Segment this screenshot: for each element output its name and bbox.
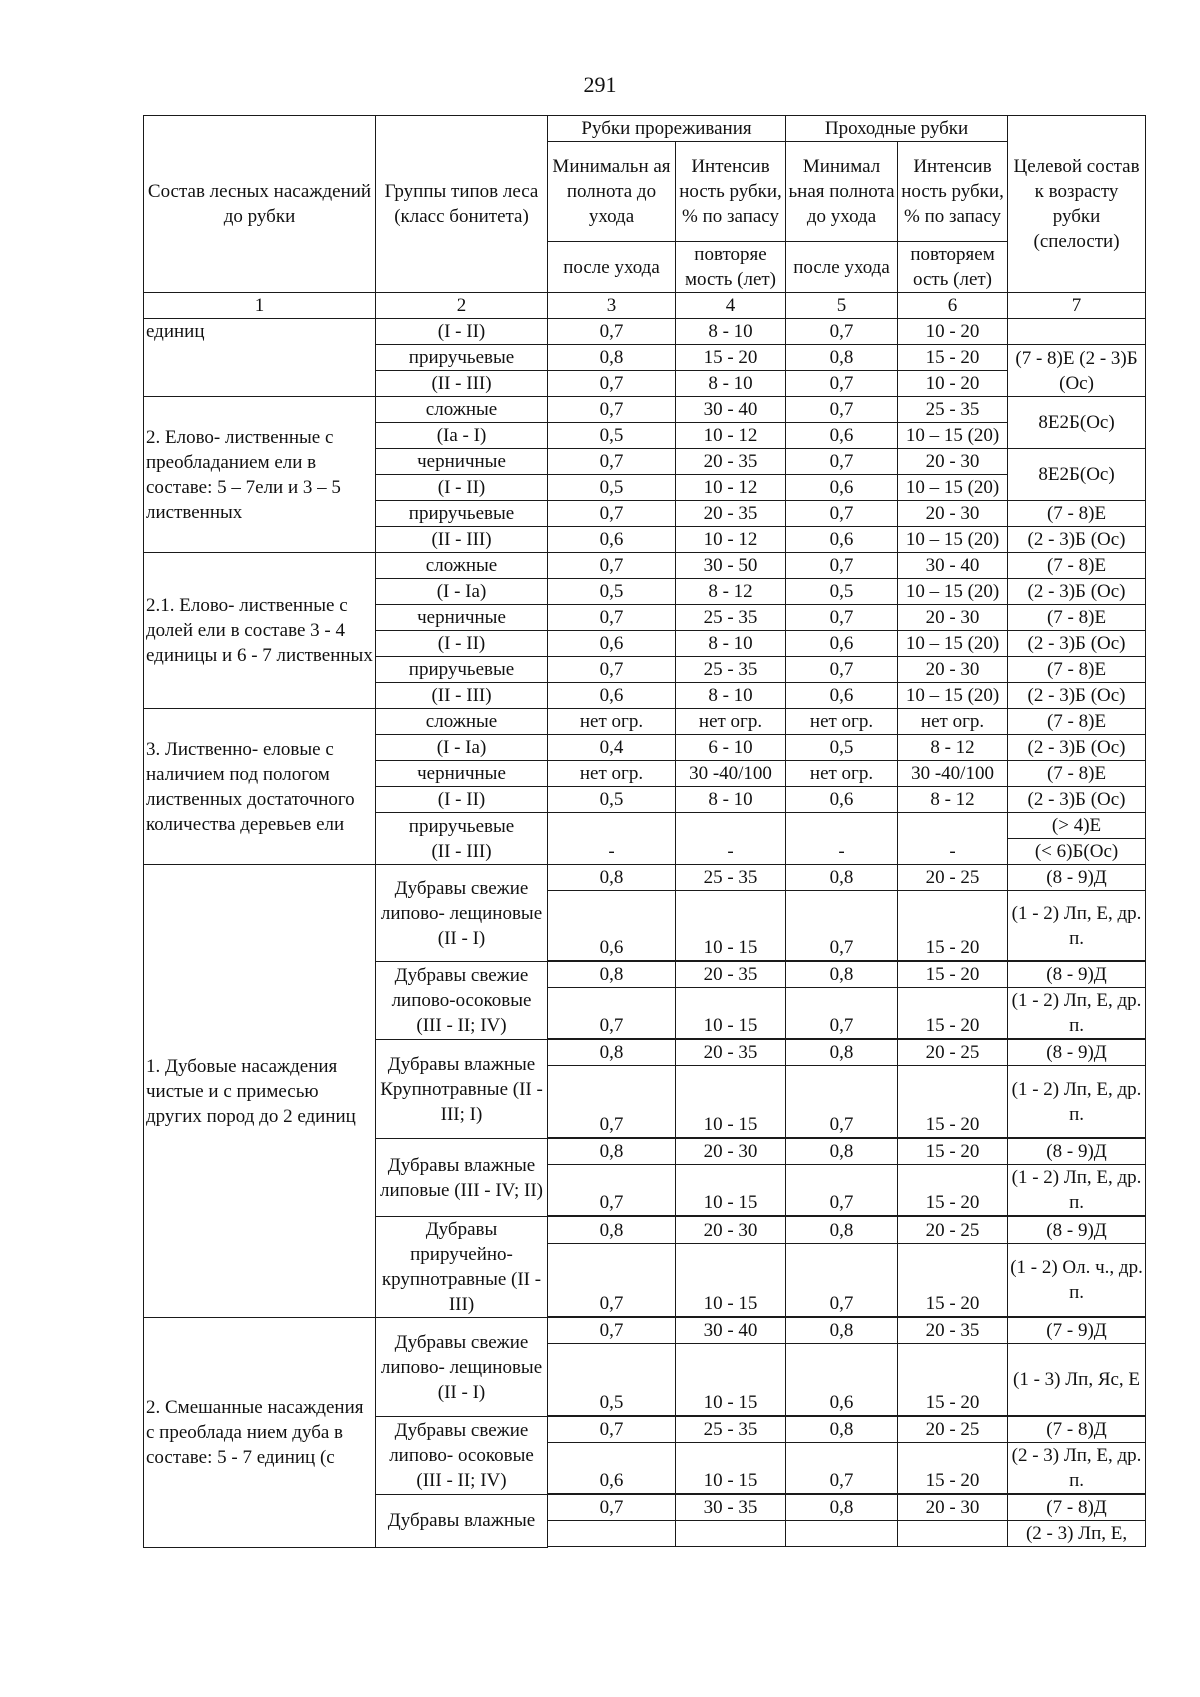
value-cell: 0,5 — [548, 579, 676, 605]
value-cell: 8 - 12 — [898, 735, 1008, 761]
value-cell: 20 - 35 — [676, 962, 786, 988]
forest-type-cell: приручьевые — [376, 657, 548, 683]
header-after-care-2: после ухода — [786, 242, 898, 293]
forest-type-line: Дубравы — [425, 1219, 498, 1240]
table-row — [144, 397, 1146, 423]
value-cell: 15 - 20 — [898, 1443, 1008, 1494]
value-cell: 0,7 — [786, 657, 898, 683]
value-cell: 15 - 20 — [898, 1165, 1008, 1216]
target-cell: (1 - 3) Лп, Яс, Е — [1008, 1344, 1146, 1416]
header-forest-type: Группы типов леса (класс бонитета) — [376, 116, 548, 293]
value-cell: 30 - 50 — [676, 553, 786, 579]
target-cell: (1 - 2) Лп, Е, др. п. — [1008, 1066, 1146, 1138]
forest-type-line: приручьевые — [408, 816, 515, 837]
value-cell: 15 - 20 — [898, 1243, 1008, 1316]
target-cell: (2 - 3)Б (Ос) — [1008, 683, 1146, 709]
forest-type-line: Дубравы свежие — [394, 1331, 529, 1353]
col-number: 6 — [898, 293, 1008, 319]
forest-type-cell — [376, 1139, 548, 1217]
value-cell: 0,7 — [786, 1165, 898, 1216]
value-cell: - — [548, 813, 676, 865]
forest-type-cell — [376, 1217, 548, 1318]
forest-type-line: липово-осоковые (III - II; IV) — [391, 990, 532, 1036]
header-repeat: повторяе мость (лет) — [676, 242, 786, 293]
value-cell: 0,8 — [548, 1040, 676, 1066]
value-cell: 0,8 — [786, 962, 898, 988]
value-cell — [786, 1521, 898, 1547]
value-cell: 10 - 12 — [676, 423, 786, 449]
value-cell: 8 - 10 — [676, 683, 786, 709]
value-cell: 0,5 — [548, 423, 676, 449]
value-cell: 0,7 — [548, 605, 676, 631]
value-cell: 0,7 — [548, 1165, 676, 1216]
table-row — [144, 865, 1146, 891]
value-cell: 0,6 — [548, 891, 676, 961]
target-cell: (2 - 3)Б (Ос) — [1008, 579, 1146, 605]
value-cell: 0,8 — [786, 1417, 898, 1443]
target-cell: (2 - 3) Лп, Е, — [1008, 1521, 1146, 1547]
value-cell: 20 - 25 — [898, 1040, 1008, 1066]
value-cell: нет огр. — [786, 709, 898, 735]
value-cell: 20 - 25 — [898, 1417, 1008, 1443]
value-cell: 0,8 — [786, 345, 898, 371]
value-cell: 25 - 35 — [676, 1417, 786, 1443]
value-cell: 0,7 — [786, 1066, 898, 1138]
forest-type-line: влажные Крупнотравные (II -III; I) — [380, 1053, 543, 1125]
value-cell: - — [898, 813, 1008, 865]
value-cell: 0,8 — [548, 865, 676, 891]
col-number: 1 — [144, 293, 376, 319]
value-cell: нет огр. — [548, 761, 676, 787]
value-cell: 0,8 — [548, 345, 676, 371]
value-cell: 15 - 20 — [898, 345, 1008, 371]
target-cell: (2 - 3)Б (Ос) — [1008, 527, 1146, 553]
forest-type-cell — [376, 813, 548, 865]
value-cell: 0,7 — [786, 1243, 898, 1316]
forest-type-line: Дубравы — [387, 1154, 460, 1176]
value-cell: 0,7 — [786, 605, 898, 631]
header-passage: Проходные рубки — [786, 116, 1008, 142]
target-cell: 8Е2Б(Ос) — [1008, 449, 1146, 501]
forest-type-cell: (I - II) — [376, 475, 548, 501]
forest-type-line: Дубравы — [387, 1510, 460, 1532]
value-cell: 0,6 — [786, 475, 898, 501]
forest-type-cell: (I - II) — [376, 319, 548, 345]
value-cell: 0,6 — [786, 527, 898, 553]
value-cell — [548, 1521, 676, 1547]
target-cell: (8 - 9)Д — [1008, 1040, 1146, 1066]
value-cell: 0,7 — [548, 371, 676, 397]
value-cell: 0,8 — [786, 1139, 898, 1165]
value-cell: 10 - 15 — [676, 1066, 786, 1138]
value-cell: 10 – 15 (20) — [898, 475, 1008, 501]
forest-type-line: Дубравы свежие — [394, 965, 529, 986]
target-cell: (7 - 8)Е (2 - 3)Б (Ос) — [1008, 345, 1146, 397]
forest-type-cell — [376, 1318, 548, 1417]
value-cell: 0,7 — [548, 397, 676, 423]
col-number: 7 — [1008, 293, 1146, 319]
value-cell: 10 – 15 (20) — [898, 683, 1008, 709]
value-cell: 0,8 — [786, 1217, 898, 1244]
value-cell: 10 – 15 (20) — [898, 631, 1008, 657]
value-cell: 0,7 — [548, 1243, 676, 1316]
value-cell: 6 - 10 — [676, 735, 786, 761]
forest-type-cell: (Ia - I) — [376, 423, 548, 449]
target-cell: (1 - 2) Лп, Е, др. п. — [1008, 988, 1146, 1039]
value-cell: 0,6 — [548, 1443, 676, 1494]
forest-type-cell — [376, 1495, 548, 1548]
value-cell: 0,7 — [786, 1443, 898, 1494]
value-cell: 15 - 20 — [676, 345, 786, 371]
value-cell: 10 - 20 — [898, 371, 1008, 397]
value-cell: 0,5 — [786, 735, 898, 761]
composition-cell: 2.1. Елово- лиственные с долей ели в составе 3 - 4 единицы и 6 - 7 лиственных — [144, 553, 376, 709]
composition-cell: 3. Лиственно- еловые с наличием под пологом лиственных достаточного количества деревьев ели — [144, 709, 376, 865]
value-cell: 15 - 20 — [898, 1344, 1008, 1416]
value-cell: 0,7 — [786, 397, 898, 423]
composition-cell: 2. Смешанные насаждения с преоблада нием дуба в составе: 5 - 7 единиц (с — [144, 1318, 376, 1548]
value-cell: 10 - 12 — [676, 475, 786, 501]
forest-type-cell: черничные — [376, 605, 548, 631]
value-cell: 0,7 — [548, 553, 676, 579]
value-cell: 0,5 — [548, 475, 676, 501]
value-cell: 0,6 — [786, 631, 898, 657]
spacer-cell — [548, 1547, 1146, 1548]
header-target-composition: Целевой состав к возрасту рубки (спелости) — [1008, 116, 1146, 293]
value-cell: 0,5 — [548, 1344, 676, 1416]
value-cell: 0,8 — [786, 1495, 898, 1521]
header-thinning: Рубки прореживания — [548, 116, 786, 142]
value-cell: 20 - 30 — [898, 501, 1008, 527]
value-cell: 15 - 20 — [898, 988, 1008, 1039]
value-cell: 8 - 10 — [676, 631, 786, 657]
forest-type-cell — [376, 1417, 548, 1495]
value-cell: 0,7 — [548, 501, 676, 527]
value-cell: 10 - 15 — [676, 1443, 786, 1494]
target-cell: (8 - 9)Д — [1008, 865, 1146, 891]
value-cell: 30 -40/100 — [676, 761, 786, 787]
forest-type-cell: (II - III) — [376, 683, 548, 709]
composition-cell: единиц — [144, 319, 376, 397]
value-cell: 0,6 — [786, 423, 898, 449]
forest-type-cell: сложные — [376, 397, 548, 423]
forest-type-cell: черничные — [376, 761, 548, 787]
target-cell: (8 - 9)Д — [1008, 962, 1146, 988]
forest-type-cell: (I - II) — [376, 787, 548, 813]
value-cell: 0,5 — [548, 787, 676, 813]
value-cell: нет огр. — [786, 761, 898, 787]
target-cell: (7 - 8)Е — [1008, 761, 1146, 787]
forest-type-line: влажные — [464, 1510, 536, 1532]
value-cell: 0,6 — [548, 527, 676, 553]
value-cell: 0,7 — [548, 657, 676, 683]
forest-type-line: (II - III) — [431, 841, 492, 862]
value-cell: 0,6 — [786, 787, 898, 813]
value-cell: 0,8 — [786, 1318, 898, 1344]
value-cell: 20 - 35 — [898, 1318, 1008, 1344]
composition-cell: 1. Дубовые насаждения чистые и с примесью других пород до 2 единиц — [144, 865, 376, 1318]
forest-type-cell: приручьевые — [376, 501, 548, 527]
forest-type-cell — [376, 962, 548, 1040]
value-cell: 25 - 35 — [676, 605, 786, 631]
value-cell: 0,6 — [786, 683, 898, 709]
forest-type-cell: (I - II) — [376, 631, 548, 657]
value-cell: 8 - 10 — [676, 319, 786, 345]
target-cell: (< 6)Б(Ос) — [1008, 839, 1146, 865]
value-cell: 20 - 35 — [676, 449, 786, 475]
value-cell: 0,8 — [786, 865, 898, 891]
value-cell: 0,7 — [548, 1066, 676, 1138]
forest-type-line: влажные липовые (III - IV; II) — [379, 1154, 544, 1201]
target-cell: (2 - 3) Лп, Е, др. п. — [1008, 1443, 1146, 1494]
value-cell: 0,8 — [548, 1139, 676, 1165]
value-cell: 0,8 — [548, 1217, 676, 1244]
value-cell: 15 - 20 — [898, 891, 1008, 961]
value-cell: 20 - 30 — [898, 1495, 1008, 1521]
forest-type-line: Дубравы свежие — [394, 1420, 529, 1441]
col-number: 4 — [676, 293, 786, 319]
value-cell: 25 - 35 — [676, 865, 786, 891]
forest-type-cell: (I - Ia) — [376, 579, 548, 605]
target-cell: 8Е2Б(Ос) — [1008, 397, 1146, 449]
target-cell: (8 - 9)Д — [1008, 1217, 1146, 1244]
target-cell — [1008, 319, 1146, 345]
forest-type-cell — [376, 1040, 548, 1139]
value-cell: нет огр. — [676, 709, 786, 735]
value-cell — [676, 1521, 786, 1547]
header-min-density: Минимальн ая полнота до ухода — [548, 142, 676, 242]
value-cell: 20 - 25 — [898, 1217, 1008, 1244]
target-cell: (1 - 2) Ол. ч., др. п. — [1008, 1243, 1146, 1316]
table-row — [144, 1318, 1146, 1344]
value-cell: 15 - 20 — [898, 1139, 1008, 1165]
value-cell: 10 - 15 — [676, 1344, 786, 1416]
target-cell: (2 - 3)Б (Ос) — [1008, 787, 1146, 813]
forest-type-cell: (I - Ia) — [376, 735, 548, 761]
target-cell: (2 - 3)Б (Ос) — [1008, 735, 1146, 761]
forest-type-cell: сложные — [376, 553, 548, 579]
table-row — [144, 319, 1146, 345]
col-number: 2 — [376, 293, 548, 319]
value-cell: - — [676, 813, 786, 865]
value-cell: нет огр. — [548, 709, 676, 735]
target-cell: (2 - 3)Б (Ос) — [1008, 631, 1146, 657]
value-cell: 0,7 — [786, 319, 898, 345]
header-intensity-2: Интенсив ность рубки, % по запасу — [898, 142, 1008, 242]
value-cell: 0,7 — [786, 891, 898, 961]
value-cell: 10 – 15 (20) — [898, 527, 1008, 553]
value-cell: 0,5 — [786, 579, 898, 605]
target-cell: (1 - 2) Лп, Е, др. п. — [1008, 1165, 1146, 1216]
value-cell — [898, 1521, 1008, 1547]
col-number: 5 — [786, 293, 898, 319]
header-after-care: после ухода — [548, 242, 676, 293]
value-cell: 10 - 15 — [676, 1243, 786, 1316]
target-cell: (7 - 8)Д — [1008, 1495, 1146, 1521]
value-cell: 0,7 — [548, 1417, 676, 1443]
value-cell: 10 – 15 (20) — [898, 423, 1008, 449]
value-cell: 0,7 — [786, 501, 898, 527]
target-cell: (> 4)Е — [1008, 813, 1146, 839]
header-intensity: Интенсив ность рубки, % по запасу — [676, 142, 786, 242]
value-cell: 0,7 — [548, 449, 676, 475]
value-cell: 20 - 30 — [898, 657, 1008, 683]
header-repeat-2: повторяем ость (лет) — [898, 242, 1008, 293]
target-cell: (8 - 9)Д — [1008, 1139, 1146, 1165]
value-cell: 20 - 30 — [898, 449, 1008, 475]
value-cell: 8 - 10 — [676, 787, 786, 813]
value-cell: 20 - 30 — [676, 1217, 786, 1244]
value-cell: 0,7 — [786, 449, 898, 475]
forest-type-line: Дубравы свежие — [394, 877, 529, 899]
target-cell: (7 - 8)Е — [1008, 605, 1146, 631]
value-cell: 0,4 — [548, 735, 676, 761]
header-min-density-2: Минимал ьная полнота до ухода — [786, 142, 898, 242]
header-composition: Состав лесных насаждений до рубки — [144, 116, 376, 293]
col-number: 3 — [548, 293, 676, 319]
value-cell: 0,7 — [548, 988, 676, 1039]
value-cell: 10 - 15 — [676, 988, 786, 1039]
value-cell: 0,7 — [786, 371, 898, 397]
value-cell: 15 - 20 — [898, 962, 1008, 988]
forest-type-line: липово- лещиновые (II - I) — [380, 902, 543, 949]
value-cell: 0,6 — [548, 683, 676, 709]
value-cell: 30 - 40 — [676, 397, 786, 423]
value-cell: 10 - 15 — [676, 1165, 786, 1216]
value-cell: 20 - 35 — [676, 1040, 786, 1066]
forest-type-cell: сложные — [376, 709, 548, 735]
forest-type-line: приручейно- крупнотравные (II - III) — [381, 1244, 542, 1315]
value-cell: 30 - 35 — [676, 1495, 786, 1521]
forest-type-cell: (II - III) — [376, 371, 548, 397]
target-cell: (7 - 8)Е — [1008, 709, 1146, 735]
value-cell: 20 - 25 — [898, 865, 1008, 891]
target-cell: (7 - 8)Е — [1008, 657, 1146, 683]
value-cell: 0,7 — [786, 553, 898, 579]
forest-thinning-table — [143, 115, 1146, 1548]
value-cell: 30 -40/100 — [898, 761, 1008, 787]
table-row — [144, 553, 1146, 579]
value-cell: 0,7 — [786, 988, 898, 1039]
table-row — [144, 709, 1146, 735]
target-cell: (7 - 8)Е — [1008, 501, 1146, 527]
forest-type-line: Дубравы — [387, 1053, 460, 1075]
value-cell: 10 - 15 — [676, 891, 786, 961]
value-cell: 10 - 12 — [676, 527, 786, 553]
value-cell: 25 - 35 — [898, 397, 1008, 423]
target-cell: (7 - 9)Д — [1008, 1318, 1146, 1344]
value-cell: 0,7 — [548, 319, 676, 345]
page-number: 291 — [583, 72, 617, 97]
value-cell: 0,7 — [548, 1318, 676, 1344]
value-cell: 30 - 40 — [898, 553, 1008, 579]
value-cell: 0,6 — [548, 631, 676, 657]
forest-type-line: липово- осоковые (III - II; IV) — [389, 1445, 534, 1491]
value-cell: 25 - 35 — [676, 657, 786, 683]
value-cell: 0,8 — [548, 962, 676, 988]
value-cell: 8 - 10 — [676, 371, 786, 397]
value-cell: - — [786, 813, 898, 865]
forest-type-cell — [376, 865, 548, 962]
forest-type-cell: (II - III) — [376, 527, 548, 553]
value-cell: 10 – 15 (20) — [898, 579, 1008, 605]
value-cell: 15 - 20 — [898, 1066, 1008, 1138]
target-cell: (1 - 2) Лп, Е, др. п. — [1008, 891, 1146, 961]
value-cell: нет огр. — [898, 709, 1008, 735]
target-cell: (7 - 8)Е — [1008, 553, 1146, 579]
value-cell: 0,8 — [786, 1040, 898, 1066]
value-cell: 0,7 — [548, 1495, 676, 1521]
value-cell: 0,6 — [786, 1344, 898, 1416]
value-cell: 20 - 30 — [676, 1139, 786, 1165]
value-cell: 20 - 35 — [676, 501, 786, 527]
value-cell: 8 - 12 — [676, 579, 786, 605]
target-cell: (7 - 8)Д — [1008, 1417, 1146, 1443]
value-cell: 20 - 30 — [898, 605, 1008, 631]
forest-type-cell: черничные — [376, 449, 548, 475]
value-cell: 8 - 12 — [898, 787, 1008, 813]
composition-cell: 2. Елово- лиственные с преобладанием ели в составе: 5 – 7ели и 3 – 5 лиственных — [144, 397, 376, 553]
forest-type-line: липово- лещиновые (II - I) — [380, 1356, 543, 1403]
value-cell: 10 - 20 — [898, 319, 1008, 345]
value-cell: 30 - 40 — [676, 1318, 786, 1344]
forest-type-cell: приручьевые — [376, 345, 548, 371]
